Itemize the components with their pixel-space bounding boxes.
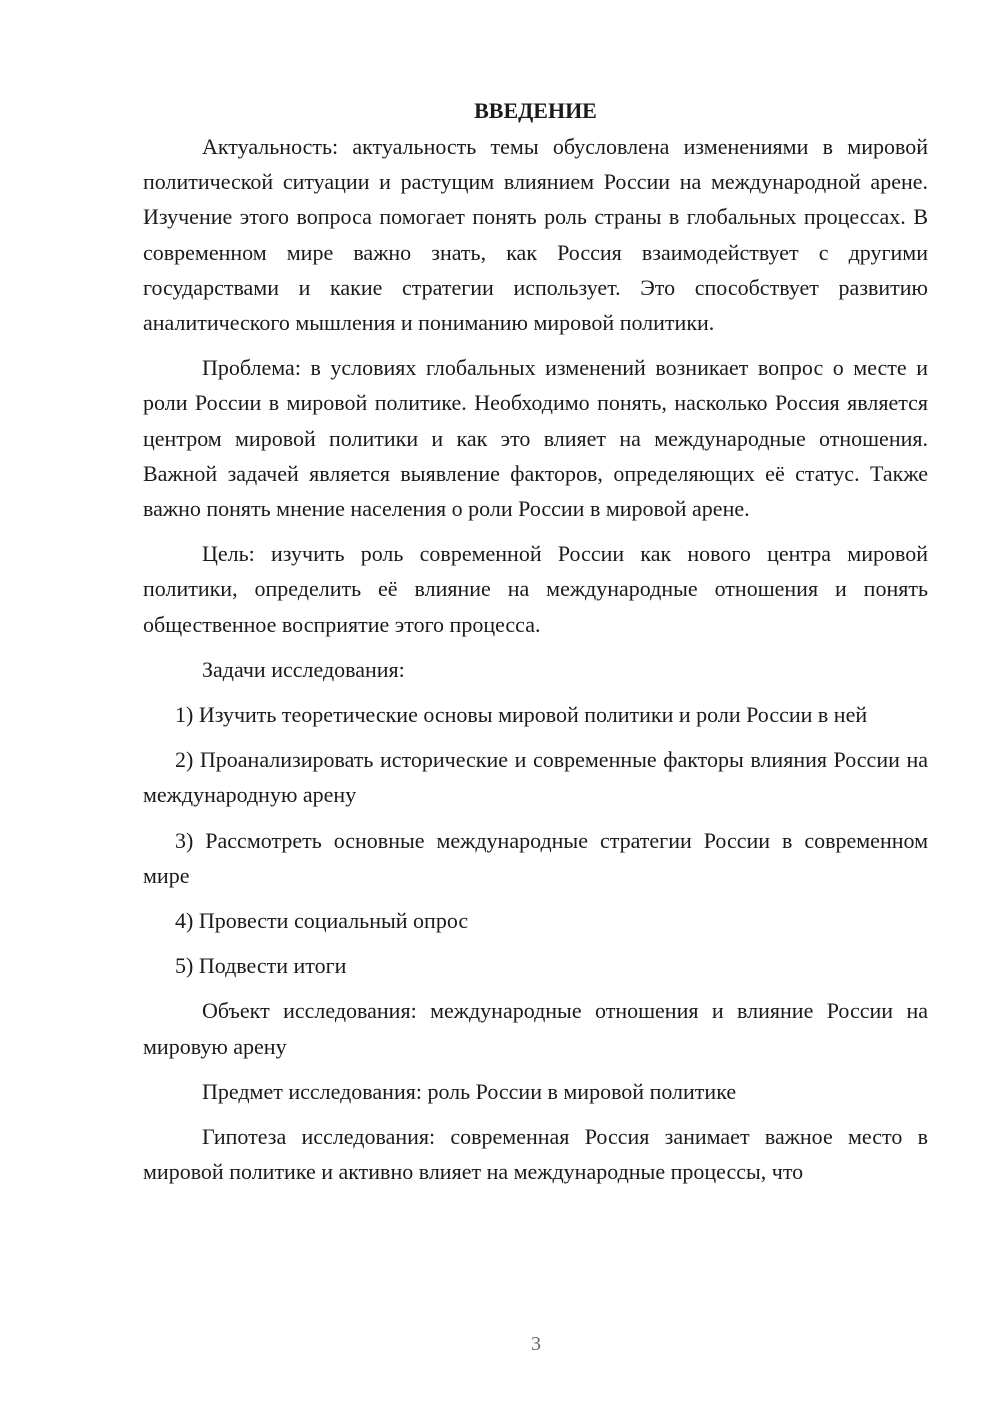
task-item-5: 5) Подвести итоги (175, 953, 347, 979)
task-item-3: 3) Рассмотреть основные международные стратегии России в современном мире (143, 827, 928, 888)
paragraph-object: Объект исследования: международные отношения и влияние России на мировую арену (143, 998, 928, 1059)
task-item-1: 1) Изучить теоретические основы мировой политики и роли России в ней (175, 702, 868, 728)
page-content (143, 93, 928, 1189)
paragraph-goal: Цель: изучить роль современной России как нового центра мировой политики, определить её влияние на международные отношения и понять общественное восприятие этого процесса. (143, 541, 928, 637)
task-item-2: 2) Проанализировать исторические и современные факторы влияния России на международную арену (143, 747, 928, 808)
page-number: 3 (531, 1333, 541, 1355)
paragraph-hypothesis: Гипотеза исследования: современная Россия занимает важное место в мировой политике и активно влияет на международные процессы, что (143, 1124, 928, 1185)
paragraph-relevance: Актуальность: актуальность темы обусловлена изменениями в мировой политической ситуации и растущим влиянием России на международной арене. Изучение этого вопроса помогает понять роль страны в глобальных процессах. В современном мире важно знать, как Россия взаимодействует с другими государствами и какие стратегии использует. Это способствует развитию аналитического мышления и пониманию мировой политики. (143, 134, 928, 336)
section-title: ВВЕДЕНИЕ (474, 98, 597, 123)
tasks-heading: Задачи исследования: (202, 656, 405, 682)
paragraph-subject: Предмет исследования: роль России в мировой политике (202, 1078, 737, 1104)
task-item-4: 4) Провести социальный опрос (175, 908, 469, 934)
paragraph-problem: Проблема: в условиях глобальных изменений возникает вопрос о месте и роли России в мировой политике. Необходимо понять, насколько Россия является центром мировой политики и как это влияет на международные отношения. Важной задачей является выявление факторов, определяющих её статус. Также важно понять мнение населения о роли России в мировой арене. (143, 355, 928, 522)
